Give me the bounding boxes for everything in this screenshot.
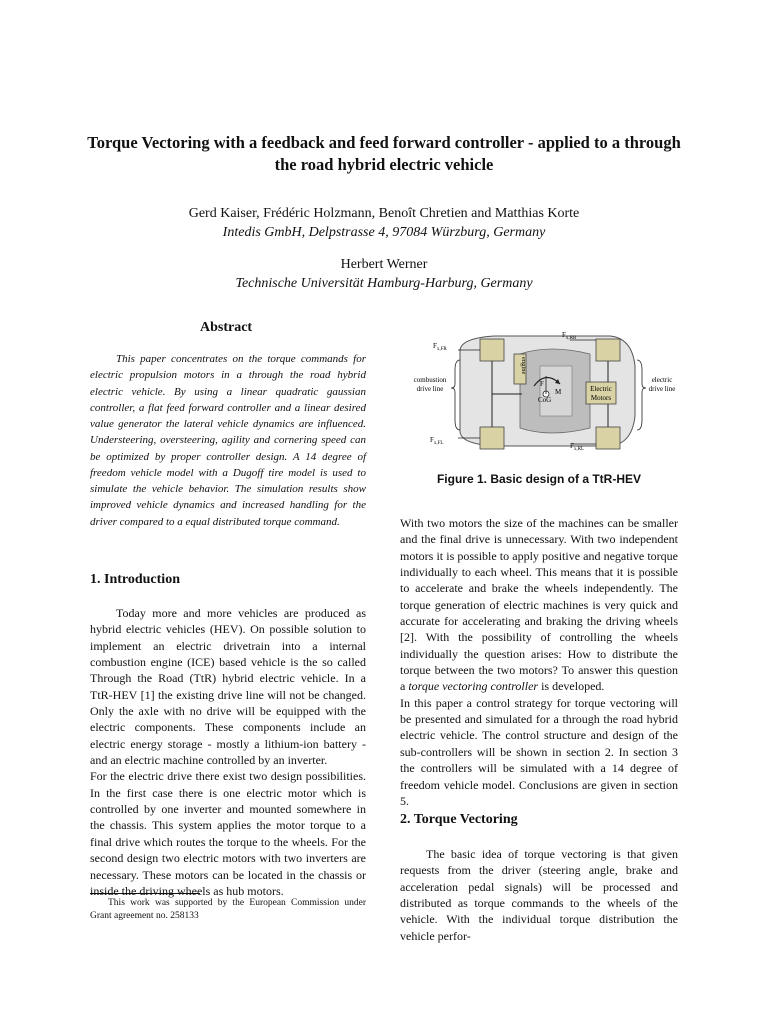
force-rl-label: $F_{x,RL}$ (570, 442, 585, 452)
motors-label-2: Motors (590, 394, 612, 402)
cog-label: CoG (538, 396, 552, 404)
electric-label-2: drive line (648, 385, 676, 393)
figure-1 (400, 326, 680, 456)
section-1-heading: 1. Introduction (90, 572, 180, 587)
combustion-label-2: drive line (416, 385, 444, 393)
affiliation-line: Technische Universität Hamburg-Harburg, Germany (235, 276, 533, 291)
rear-right-wheel (596, 339, 620, 361)
abstract-heading: Abstract (200, 320, 253, 335)
authors-line: Gerd Kaiser, Frédéric Holzmann, Benoît Chretien and Matthias Korte (188, 206, 580, 221)
force-fr-label: $F_{x,FR}$ (433, 342, 447, 352)
figure-caption: Figure 1. Basic design of a TtR-HEV (436, 472, 642, 486)
section-2-heading: 2. Torque Vectoring (400, 812, 518, 827)
paragraph: The basic idea of torque vectoring is that given requests from the driver (steering angle, brake and acceleration pedal signals) will be processed and distributed as torque commands to the wheels of the vehicle. With the individual torque distribution the vehicle perfor- (400, 847, 678, 943)
paragraph: With two motors the size of the machines can be smaller and the final drive is unnecessary. With two independent motors it is possible to apply positive and negative torque individually to each wheel. This means that it is possible to accelerate and brake the wheels independently. The torque generation of electric machines is very quick and accurate for accelerating and braking the driving wheels [2]. With the possibility of controlling the wheels individually the question arises: How to distribute the torque between the two motors? To answer this question a torque vectoring controller is developed. (400, 516, 678, 694)
emphasis: torque vectoring controller (408, 679, 539, 694)
engine-label: engine (520, 357, 527, 375)
paragraph: For the electric drive there exist two design possibilities. In the first case there is one electric motor which is controlled by one inverter and mounted somewhere in the chassis. This system applies the motor torque to a final drive which routes the torque to the wheels. For the second design two electric motors with two inverters are necessary. These motors can be located in the chassis or inside the driving wheels as hub motors. (90, 769, 366, 898)
author-block-2 (80, 255, 688, 293)
force-rr-label: $F_{x,RR}$ (562, 331, 577, 341)
electric-brace (637, 360, 646, 430)
moment-label: M (555, 388, 562, 396)
right-column-body (400, 515, 678, 809)
force-fl-label: $F_{x,FL}$ (430, 436, 444, 446)
front-right-wheel (480, 339, 504, 361)
section-2-body (400, 846, 678, 944)
combustion-label-1: combustion (413, 376, 447, 384)
motors-label-1: Electric (590, 385, 612, 393)
footnote-divider (90, 893, 200, 894)
authors-line: Herbert Werner (340, 257, 428, 272)
electric-label-1: electric (651, 376, 673, 384)
combustion-brace (451, 360, 460, 430)
paragraph: Today more and more vehicles are produced as hybrid electric vehicles (HEV). On possible solution to implement an electric drivetrain into a internal combustion engine (ICE) based vehicle is the so called Through the Road (TtR) hybrid electric vehicle. In a TtR-HEV [1] the existing drive line will not be changed. Only the axle with no drive will be equipped with the electric components. These components include an electric energy storage - mostly a lithium-ion battery - and an electric machine controlled by an inverter. (90, 606, 366, 768)
paragraph: In this paper a control strategy for torque vectoring will be presented and simulated for a through the road hybrid electric vehicle. The control structure and design of the sub-controllers will be shown in section 2. In section 3 the controllers will be simulated with a 14 degree of freedom vehicle model. Conclusions are given in section 5. (400, 695, 678, 808)
front-left-wheel (480, 427, 504, 449)
force-y-label: F (540, 380, 544, 388)
vehicle-diagram (400, 326, 680, 456)
section-1-body (90, 605, 366, 899)
affiliation-line: Intedis GmbH, Delpstrasse 4, 97084 Würzburg, Germany (222, 225, 546, 240)
author-block-1 (80, 204, 688, 242)
rear-left-wheel (596, 427, 620, 449)
footnote: This work was supported by the European Commission under Grant agreement no. 258133 (90, 898, 366, 921)
abstract-text: This paper concentrates on the torque commands for electric propulsion motors in a through the road hybrid electric vehicle. By using a linear quadratic gaussian controller, a flat feed forward controller and a linear desired value generator the lateral vehicle dynamics are influenced. Understeering, oversteering, agility and cornering speed can be optimized by proper controller design. A 14 degree of freedom vehicle model with a Dugoff tire model is used to simulate the vehicle behavior. The simulation results show improved vehicle dynamics and increased handling for the driver compared to a equal distributed torque command. (90, 353, 366, 528)
paper-title: Torque Vectoring with a feedback and feed forward controller - applied to a through the road hybrid electric vehicle (87, 133, 681, 174)
